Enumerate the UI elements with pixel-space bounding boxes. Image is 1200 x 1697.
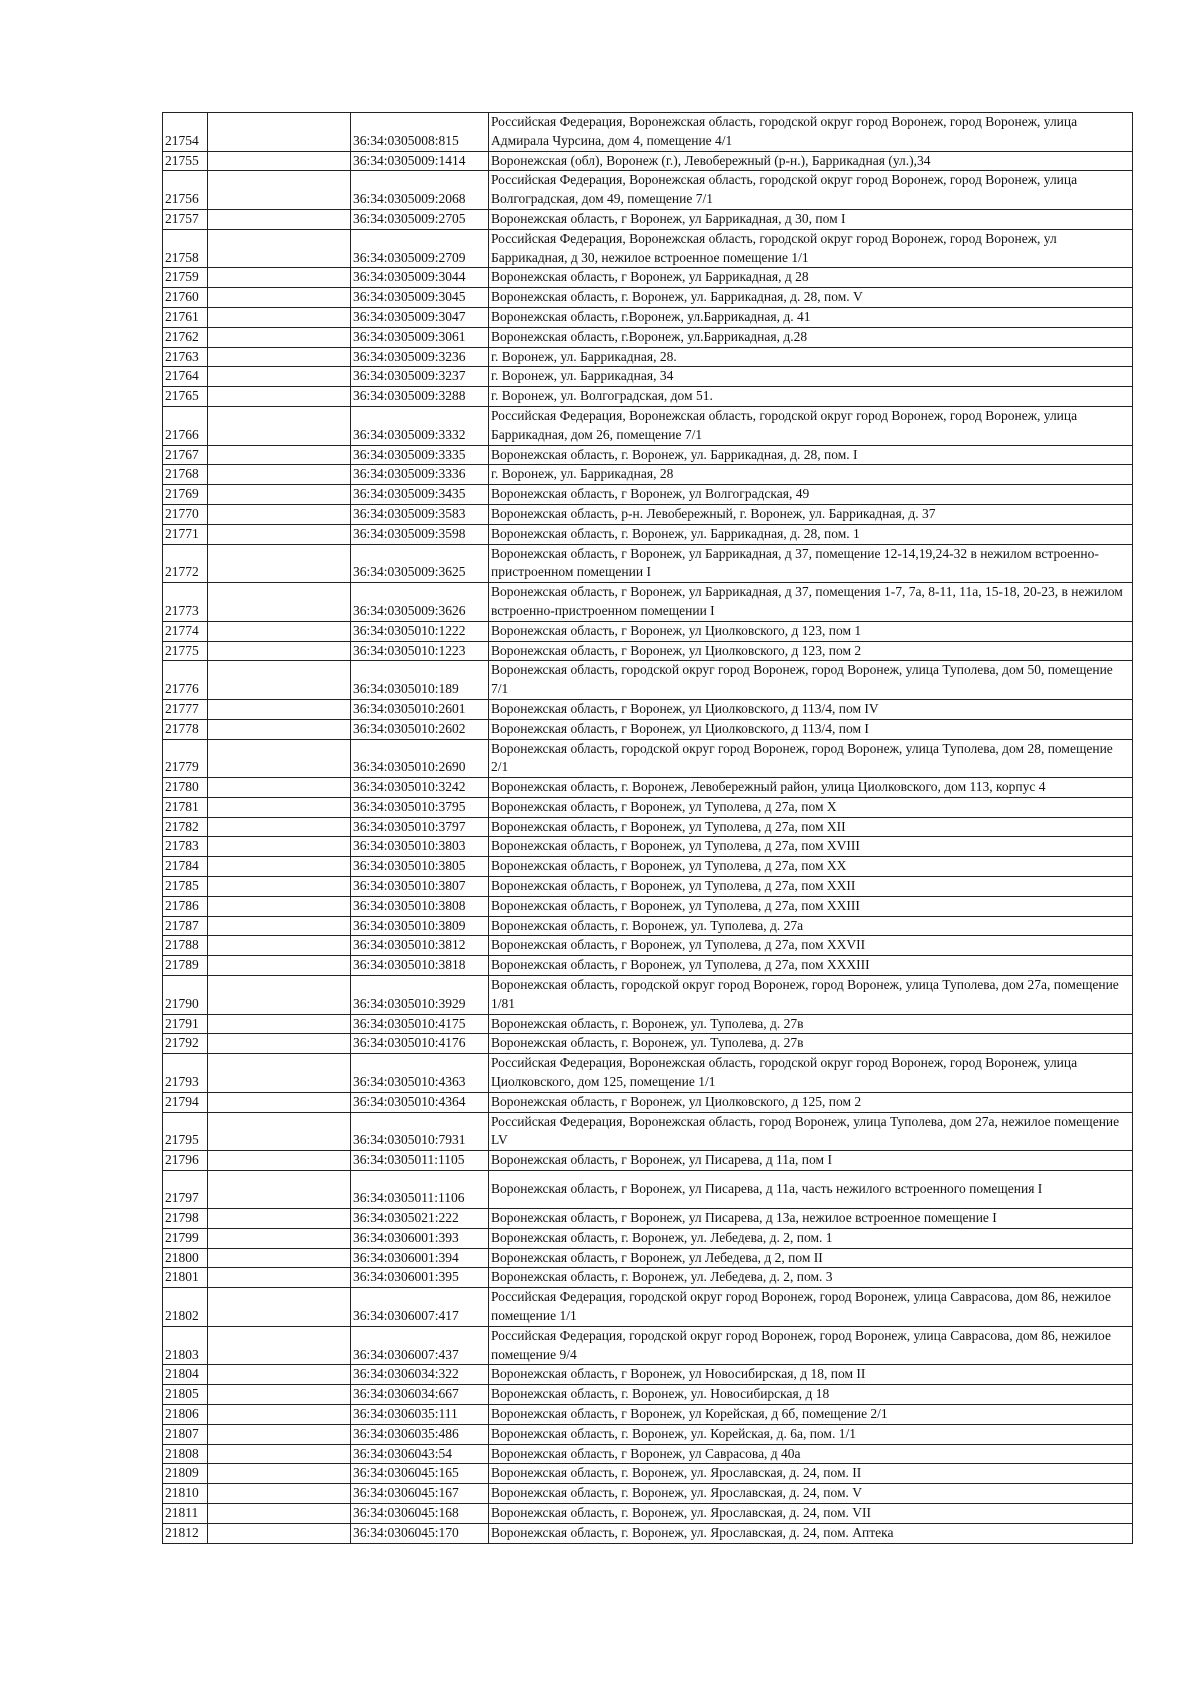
table-row: [163, 1014, 1133, 1034]
table-row: [163, 641, 1133, 661]
empty-cell: [208, 504, 351, 524]
empty-cell: [208, 307, 351, 327]
empty-cell: [208, 465, 351, 485]
row-number-cell: 21767: [163, 445, 208, 465]
row-number-cell: 21812: [163, 1523, 208, 1543]
row-number-cell: 21768: [163, 465, 208, 485]
cadastral-number-cell: 36:34:0306045:165: [351, 1464, 489, 1484]
row-number-cell: 21795: [163, 1112, 208, 1151]
address-cell: Воронежская область, г Воронеж, ул Циолковского, д 113/4, пом I: [489, 719, 1133, 739]
table-row: [163, 1523, 1133, 1543]
row-number-cell: 21801: [163, 1268, 208, 1288]
empty-cell: [208, 976, 351, 1015]
address-cell: Воронежская область, г Воронеж, ул Туполева, д 27а, пом XXVII: [489, 936, 1133, 956]
table-row: [163, 151, 1133, 171]
empty-cell: [208, 778, 351, 798]
address-cell: Воронежская область, г Воронеж, ул Писарева, д 11а, пом I: [489, 1151, 1133, 1171]
cadastral-number-cell: 36:34:0305011:1105: [351, 1151, 489, 1171]
empty-cell: [208, 1385, 351, 1405]
cadastral-number-cell: 36:34:0305009:3626: [351, 583, 489, 622]
row-number-cell: 21771: [163, 524, 208, 544]
cadastral-number-cell: 36:34:0305010:189: [351, 661, 489, 700]
row-number-cell: 21802: [163, 1288, 208, 1327]
table-row: [163, 445, 1133, 465]
cadastral-number-cell: 36:34:0306045:168: [351, 1503, 489, 1523]
row-number-cell: 21769: [163, 485, 208, 505]
row-number-cell: 21790: [163, 976, 208, 1015]
table-row: [163, 209, 1133, 229]
address-cell: Воронежская область, г. Воронеж, ул. Ярославская, д. 24, пом. II: [489, 1464, 1133, 1484]
table-row: [163, 1171, 1133, 1209]
empty-cell: [208, 445, 351, 465]
cadastral-number-cell: 36:34:0305009:3598: [351, 524, 489, 544]
address-cell: Российская Федерация, Воронежская область, городской округ город Воронеж, город Воронеж, улица Баррикадная, дом 26, помещение 7/1: [489, 406, 1133, 445]
table-row: [163, 877, 1133, 897]
cadastral-number-cell: 36:34:0306035:111: [351, 1405, 489, 1425]
table-row: [163, 1209, 1133, 1229]
address-cell: Воронежская область, г. Воронеж, ул. Ярославская, д. 24, пом. V: [489, 1484, 1133, 1504]
table-row: [163, 837, 1133, 857]
empty-cell: [208, 699, 351, 719]
table-row: [163, 229, 1133, 268]
address-cell: Воронежская область, городской округ город Воронеж, город Воронеж, улица Туполева, дом 28, помещение 2/1: [489, 739, 1133, 778]
empty-cell: [208, 1268, 351, 1288]
document-page: [162, 112, 1132, 1544]
row-number-cell: 21781: [163, 797, 208, 817]
row-number-cell: 21809: [163, 1464, 208, 1484]
table-row: [163, 1424, 1133, 1444]
table-row: [163, 1151, 1133, 1171]
cadastral-number-cell: 36:34:0305010:4176: [351, 1034, 489, 1054]
empty-cell: [208, 1112, 351, 1151]
cadastral-number-cell: 36:34:0306001:395: [351, 1268, 489, 1288]
address-cell: Воронежская область, г Воронеж, ул Корейская, д 6б, помещение 2/1: [489, 1405, 1133, 1425]
cadastral-number-cell: 36:34:0305010:4363: [351, 1054, 489, 1093]
empty-cell: [208, 956, 351, 976]
empty-cell: [208, 1464, 351, 1484]
table-row: [163, 583, 1133, 622]
table-row: [163, 976, 1133, 1015]
address-cell: г. Воронеж, ул. Баррикадная, 28: [489, 465, 1133, 485]
table-row: [163, 956, 1133, 976]
cadastral-number-cell: 36:34:0305010:2690: [351, 739, 489, 778]
cadastral-number-cell: 36:34:0306035:486: [351, 1424, 489, 1444]
row-number-cell: 21783: [163, 837, 208, 857]
empty-cell: [208, 1034, 351, 1054]
cadastral-number-cell: 36:34:0305010:3242: [351, 778, 489, 798]
row-number-cell: 21754: [163, 113, 208, 152]
row-number-cell: 21810: [163, 1484, 208, 1504]
cadastral-number-cell: 36:34:0306045:170: [351, 1523, 489, 1543]
row-number-cell: 21773: [163, 583, 208, 622]
address-cell: Воронежская область, г Воронеж, ул Туполева, д 27а, пом XXXIII: [489, 956, 1133, 976]
address-cell: Российская Федерация, Воронежская область, город Воронеж, улица Туполева, дом 27а, нежилое помещение LV: [489, 1112, 1133, 1151]
table-row: [163, 936, 1133, 956]
cadastral-number-cell: 36:34:0305010:4175: [351, 1014, 489, 1034]
row-number-cell: 21805: [163, 1385, 208, 1405]
empty-cell: [208, 1424, 351, 1444]
empty-cell: [208, 347, 351, 367]
empty-cell: [208, 719, 351, 739]
cadastral-number-cell: 36:34:0306001:394: [351, 1248, 489, 1268]
cadastral-number-cell: 36:34:0306007:417: [351, 1288, 489, 1327]
row-number-cell: 21782: [163, 817, 208, 837]
row-number-cell: 21800: [163, 1248, 208, 1268]
table-row: [163, 288, 1133, 308]
address-cell: Воронежская область, г Воронеж, ул Туполева, д 27а, пом XX: [489, 857, 1133, 877]
row-number-cell: 21779: [163, 739, 208, 778]
cadastral-number-cell: 36:34:0305010:3807: [351, 877, 489, 897]
empty-cell: [208, 837, 351, 857]
table-row: [163, 171, 1133, 210]
cadastral-number-cell: 36:34:0305009:3288: [351, 387, 489, 407]
table-row: [163, 621, 1133, 641]
cadastral-number-cell: 36:34:0305010:3805: [351, 857, 489, 877]
cadastral-number-cell: 36:34:0305010:1222: [351, 621, 489, 641]
address-cell: Воронежская область, г Воронеж, ул Циолковского, д 123, пом 2: [489, 641, 1133, 661]
empty-cell: [208, 151, 351, 171]
cadastral-number-cell: 36:34:0305010:3795: [351, 797, 489, 817]
cadastral-number-cell: 36:34:0305010:3803: [351, 837, 489, 857]
table-row: [163, 1365, 1133, 1385]
table-row: [163, 113, 1133, 152]
cadastral-number-cell: 36:34:0305009:3044: [351, 268, 489, 288]
empty-cell: [208, 1503, 351, 1523]
address-cell: Воронежская область, г Воронеж, ул Туполева, д 27а, пом XXII: [489, 877, 1133, 897]
table-row: [163, 406, 1133, 445]
cadastral-number-cell: 36:34:0305009:3237: [351, 367, 489, 387]
empty-cell: [208, 1014, 351, 1034]
row-number-cell: 21765: [163, 387, 208, 407]
table-row: [163, 504, 1133, 524]
address-cell: Воронежская область, г Воронеж, ул Баррикадная, д 37, помещение 12-14,19,24-32 в нежилом встроенно-пристроенном помещении I: [489, 544, 1133, 583]
table-row: [163, 485, 1133, 505]
address-cell: Воронежская область, г Воронеж, ул Лебедева, д 2, пом II: [489, 1248, 1133, 1268]
empty-cell: [208, 1365, 351, 1385]
address-cell: Воронежская область, р-н. Левобережный, г. Воронеж, ул. Баррикадная, д. 37: [489, 504, 1133, 524]
cadastral-number-cell: 36:34:0305010:3809: [351, 916, 489, 936]
row-number-cell: 21787: [163, 916, 208, 936]
table-row: [163, 916, 1133, 936]
table-row: [163, 1288, 1133, 1327]
empty-cell: [208, 1171, 351, 1209]
row-number-cell: 21763: [163, 347, 208, 367]
table-row: [163, 1464, 1133, 1484]
address-cell: Российская Федерация, Воронежская область, городской округ город Воронеж, город Воронеж, улица Адмирала Чурсина, дом 4, помещение 4/1: [489, 113, 1133, 152]
cadastral-number-cell: 36:34:0306001:393: [351, 1228, 489, 1248]
table-row: [163, 1248, 1133, 1268]
address-cell: Воронежская область, г. Воронеж, Левобережный район, улица Циолковского, дом 113, корпус 4: [489, 778, 1133, 798]
address-cell: Воронежская область, г.Воронеж, ул.Баррикадная, д.28: [489, 327, 1133, 347]
table-row: [163, 1228, 1133, 1248]
empty-cell: [208, 1288, 351, 1327]
cadastral-number-cell: 36:34:0305010:3818: [351, 956, 489, 976]
row-number-cell: 21772: [163, 544, 208, 583]
row-number-cell: 21791: [163, 1014, 208, 1034]
row-number-cell: 21760: [163, 288, 208, 308]
table-row: [163, 719, 1133, 739]
table-row: [163, 1503, 1133, 1523]
empty-cell: [208, 485, 351, 505]
address-cell: Воронежская область, городской округ город Воронеж, город Воронеж, улица Туполева, дом 50, помещение 7/1: [489, 661, 1133, 700]
cadastral-number-cell: 36:34:0305009:3336: [351, 465, 489, 485]
cadastral-number-cell: 36:34:0305010:1223: [351, 641, 489, 661]
address-cell: Воронежская область, г. Воронеж, ул. Ярославская, д. 24, пом. Аптека: [489, 1523, 1133, 1543]
empty-cell: [208, 367, 351, 387]
empty-cell: [208, 817, 351, 837]
row-number-cell: 21780: [163, 778, 208, 798]
empty-cell: [208, 524, 351, 544]
cadastral-number-cell: 36:34:0305009:3332: [351, 406, 489, 445]
row-number-cell: 21770: [163, 504, 208, 524]
row-number-cell: 21793: [163, 1054, 208, 1093]
table-row: [163, 1405, 1133, 1425]
address-cell: Воронежская область, городской округ город Воронеж, город Воронеж, улица Туполева, дом 27а, помещение 1/81: [489, 976, 1133, 1015]
address-cell: Воронежская область, г. Воронеж, ул. Туполева, д. 27в: [489, 1014, 1133, 1034]
table-row: [163, 524, 1133, 544]
address-cell: г. Воронеж, ул. Баррикадная, 28.: [489, 347, 1133, 367]
row-number-cell: 21799: [163, 1228, 208, 1248]
table-row: [163, 1054, 1133, 1093]
cadastral-number-cell: 36:34:0305011:1106: [351, 1171, 489, 1209]
cadastral-number-cell: 36:34:0305009:2068: [351, 171, 489, 210]
table-row: [163, 661, 1133, 700]
cadastral-number-cell: 36:34:0305010:4364: [351, 1092, 489, 1112]
cadastral-number-cell: 36:34:0305010:3808: [351, 896, 489, 916]
empty-cell: [208, 1248, 351, 1268]
cadastral-number-cell: 36:34:0305009:1414: [351, 151, 489, 171]
table-row: [163, 1484, 1133, 1504]
cadastral-number-cell: 36:34:0305009:3435: [351, 485, 489, 505]
table-row: [163, 1092, 1133, 1112]
row-number-cell: 21811: [163, 1503, 208, 1523]
cadastral-number-cell: 36:34:0305010:2602: [351, 719, 489, 739]
empty-cell: [208, 621, 351, 641]
empty-cell: [208, 1151, 351, 1171]
row-number-cell: 21757: [163, 209, 208, 229]
empty-cell: [208, 1228, 351, 1248]
row-number-cell: 21778: [163, 719, 208, 739]
row-number-cell: 21806: [163, 1405, 208, 1425]
row-number-cell: 21776: [163, 661, 208, 700]
cadastral-number-cell: 36:34:0306034:667: [351, 1385, 489, 1405]
empty-cell: [208, 544, 351, 583]
cadastral-number-cell: 36:34:0305009:3625: [351, 544, 489, 583]
address-cell: Воронежская область, г Воронеж, ул Волгоградская, 49: [489, 485, 1133, 505]
table-row: [163, 1034, 1133, 1054]
address-cell: Воронежская область, г. Воронеж, ул. Лебедева, д. 2, пом. 3: [489, 1268, 1133, 1288]
empty-cell: [208, 1326, 351, 1365]
table-row: [163, 1326, 1133, 1365]
table-row: [163, 1112, 1133, 1151]
address-cell: Воронежская область, г Воронеж, ул Циолковского, д 125, пом 2: [489, 1092, 1133, 1112]
cadastral-number-cell: 36:34:0306043:54: [351, 1444, 489, 1464]
empty-cell: [208, 797, 351, 817]
row-number-cell: 21788: [163, 936, 208, 956]
empty-cell: [208, 641, 351, 661]
table-row: [163, 347, 1133, 367]
table-row: [163, 1385, 1133, 1405]
address-cell: Воронежская область, г Воронеж, ул Циолковского, д 113/4, пом IV: [489, 699, 1133, 719]
table-row: [163, 1444, 1133, 1464]
address-cell: Воронежская область, г. Воронеж, ул. Баррикадная, д. 28, пом. V: [489, 288, 1133, 308]
table-row: [163, 307, 1133, 327]
property-register-table: [162, 112, 1133, 1544]
empty-cell: [208, 1405, 351, 1425]
row-number-cell: 21803: [163, 1326, 208, 1365]
row-number-cell: 21785: [163, 877, 208, 897]
address-cell: Воронежская область, г Воронеж, ул Баррикадная, д 28: [489, 268, 1133, 288]
address-cell: Воронежская область, г. Воронеж, ул. Туполева, д. 27в: [489, 1034, 1133, 1054]
row-number-cell: 21775: [163, 641, 208, 661]
empty-cell: [208, 268, 351, 288]
empty-cell: [208, 661, 351, 700]
table-row: [163, 797, 1133, 817]
empty-cell: [208, 857, 351, 877]
row-number-cell: 21758: [163, 229, 208, 268]
address-cell: Воронежская область, г.Воронеж, ул.Баррикадная, д. 41: [489, 307, 1133, 327]
address-cell: Воронежская область, г Воронеж, ул Баррикадная, д 30, пом I: [489, 209, 1133, 229]
address-cell: Воронежская область, г Воронеж, ул Писарева, д 13а, нежилое встроенное помещение I: [489, 1209, 1133, 1229]
row-number-cell: 21766: [163, 406, 208, 445]
cadastral-number-cell: 36:34:0305021:222: [351, 1209, 489, 1229]
empty-cell: [208, 1054, 351, 1093]
empty-cell: [208, 171, 351, 210]
empty-cell: [208, 1444, 351, 1464]
address-cell: Воронежская область, г Воронеж, ул Туполева, д 27а, пом XXIII: [489, 896, 1133, 916]
empty-cell: [208, 209, 351, 229]
cadastral-number-cell: 36:34:0305010:7931: [351, 1112, 489, 1151]
cadastral-number-cell: 36:34:0305010:3929: [351, 976, 489, 1015]
address-cell: Воронежская область, г. Воронеж, ул. Ярославская, д. 24, пом. VII: [489, 1503, 1133, 1523]
cadastral-number-cell: 36:34:0305009:3045: [351, 288, 489, 308]
cadastral-number-cell: 36:34:0305010:3797: [351, 817, 489, 837]
row-number-cell: 21755: [163, 151, 208, 171]
row-number-cell: 21756: [163, 171, 208, 210]
empty-cell: [208, 936, 351, 956]
table-row: [163, 896, 1133, 916]
empty-cell: [208, 916, 351, 936]
cadastral-number-cell: 36:34:0305009:2705: [351, 209, 489, 229]
address-cell: Российская Федерация, Воронежская область, городской округ город Воронеж, город Воронеж, улица Циолковского, дом 125, помещение 1/1: [489, 1054, 1133, 1093]
address-cell: Воронежская область, г Воронеж, ул Туполева, д 27а, пом X: [489, 797, 1133, 817]
table-row: [163, 465, 1133, 485]
empty-cell: [208, 327, 351, 347]
row-number-cell: 21807: [163, 1424, 208, 1444]
row-number-cell: 21808: [163, 1444, 208, 1464]
empty-cell: [208, 739, 351, 778]
register-table-body: [163, 113, 1133, 1544]
cadastral-number-cell: 36:34:0305009:3061: [351, 327, 489, 347]
table-row: [163, 817, 1133, 837]
address-cell: Российская Федерация, Воронежская область, городской округ город Воронеж, город Воронеж, ул Баррикадная, д 30, нежилое встроенное помещение 1/1: [489, 229, 1133, 268]
address-cell: Воронежская область, г Воронеж, ул Баррикадная, д 37, помещения 1-7, 7а, 8-11, 11а, 15-18, 20-23, в нежилом встроенно-пристроенном помещении I: [489, 583, 1133, 622]
row-number-cell: 21804: [163, 1365, 208, 1385]
table-row: [163, 544, 1133, 583]
row-number-cell: 21794: [163, 1092, 208, 1112]
row-number-cell: 21762: [163, 327, 208, 347]
empty-cell: [208, 1209, 351, 1229]
cadastral-number-cell: 36:34:0305009:3047: [351, 307, 489, 327]
cadastral-number-cell: 36:34:0305008:815: [351, 113, 489, 152]
cadastral-number-cell: 36:34:0306007:437: [351, 1326, 489, 1365]
empty-cell: [208, 387, 351, 407]
row-number-cell: 21797: [163, 1171, 208, 1209]
cadastral-number-cell: 36:34:0306045:167: [351, 1484, 489, 1504]
table-row: [163, 367, 1133, 387]
address-cell: Воронежская область, г Воронеж, ул Туполева, д 27а, пом XII: [489, 817, 1133, 837]
cadastral-number-cell: 36:34:0306034:322: [351, 1365, 489, 1385]
address-cell: Воронежская область, г. Воронеж, ул. Новосибирская, д 18: [489, 1385, 1133, 1405]
address-cell: Воронежская область, г. Воронеж, ул. Баррикадная, д. 28, пом. I: [489, 445, 1133, 465]
row-number-cell: 21759: [163, 268, 208, 288]
table-row: [163, 778, 1133, 798]
empty-cell: [208, 583, 351, 622]
table-row: [163, 327, 1133, 347]
row-number-cell: 21792: [163, 1034, 208, 1054]
address-cell: Воронежская (обл), Воронеж (г.), Левобережный (р-н.), Баррикадная (ул.),34: [489, 151, 1133, 171]
cadastral-number-cell: 36:34:0305010:2601: [351, 699, 489, 719]
row-number-cell: 21784: [163, 857, 208, 877]
address-cell: Воронежская область, г. Воронеж, ул. Лебедева, д. 2, пом. 1: [489, 1228, 1133, 1248]
address-cell: Российская Федерация, Воронежская область, городской округ город Воронеж, город Воронеж, улица Волгоградская, дом 49, помещение 7/1: [489, 171, 1133, 210]
address-cell: Воронежская область, г Воронеж, ул Саврасова, д 40а: [489, 1444, 1133, 1464]
cadastral-number-cell: 36:34:0305009:3583: [351, 504, 489, 524]
address-cell: Воронежская область, г. Воронеж, ул. Баррикадная, д. 28, пом. 1: [489, 524, 1133, 544]
address-cell: Воронежская область, г. Воронеж, ул. Корейская, д. 6а, пом. 1/1: [489, 1424, 1133, 1444]
table-row: [163, 699, 1133, 719]
row-number-cell: 21798: [163, 1209, 208, 1229]
empty-cell: [208, 1092, 351, 1112]
address-cell: Воронежская область, г Воронеж, ул Циолковского, д 123, пом 1: [489, 621, 1133, 641]
cadastral-number-cell: 36:34:0305009:2709: [351, 229, 489, 268]
table-row: [163, 268, 1133, 288]
row-number-cell: 21796: [163, 1151, 208, 1171]
empty-cell: [208, 877, 351, 897]
address-cell: Воронежская область, г Воронеж, ул Новосибирская, д 18, пом II: [489, 1365, 1133, 1385]
address-cell: г. Воронеж, ул. Волгоградская, дом 51.: [489, 387, 1133, 407]
row-number-cell: 21764: [163, 367, 208, 387]
empty-cell: [208, 896, 351, 916]
row-number-cell: 21761: [163, 307, 208, 327]
empty-cell: [208, 229, 351, 268]
empty-cell: [208, 1484, 351, 1504]
address-cell: г. Воронеж, ул. Баррикадная, 34: [489, 367, 1133, 387]
cadastral-number-cell: 36:34:0305009:3335: [351, 445, 489, 465]
empty-cell: [208, 288, 351, 308]
table-row: [163, 857, 1133, 877]
address-cell: Воронежская область, г. Воронеж, ул. Туполева, д. 27а: [489, 916, 1133, 936]
table-row: [163, 1268, 1133, 1288]
cadastral-number-cell: 36:34:0305010:3812: [351, 936, 489, 956]
cadastral-number-cell: 36:34:0305009:3236: [351, 347, 489, 367]
table-row: [163, 739, 1133, 778]
empty-cell: [208, 406, 351, 445]
row-number-cell: 21774: [163, 621, 208, 641]
address-cell: Российская Федерация, городской округ город Воронеж, город Воронеж, улица Саврасова, дом 86, нежилое помещение 1/1: [489, 1288, 1133, 1327]
address-cell: Воронежская область, г Воронеж, ул Писарева, д 11а, часть нежилого встроенного помещения I: [489, 1171, 1133, 1209]
row-number-cell: 21777: [163, 699, 208, 719]
address-cell: Воронежская область, г Воронеж, ул Туполева, д 27а, пом XVIII: [489, 837, 1133, 857]
empty-cell: [208, 1523, 351, 1543]
table-row: [163, 387, 1133, 407]
address-cell: Российская Федерация, городской округ город Воронеж, город Воронеж, улица Саврасова, дом 86, нежилое помещение 9/4: [489, 1326, 1133, 1365]
empty-cell: [208, 113, 351, 152]
row-number-cell: 21789: [163, 956, 208, 976]
row-number-cell: 21786: [163, 896, 208, 916]
